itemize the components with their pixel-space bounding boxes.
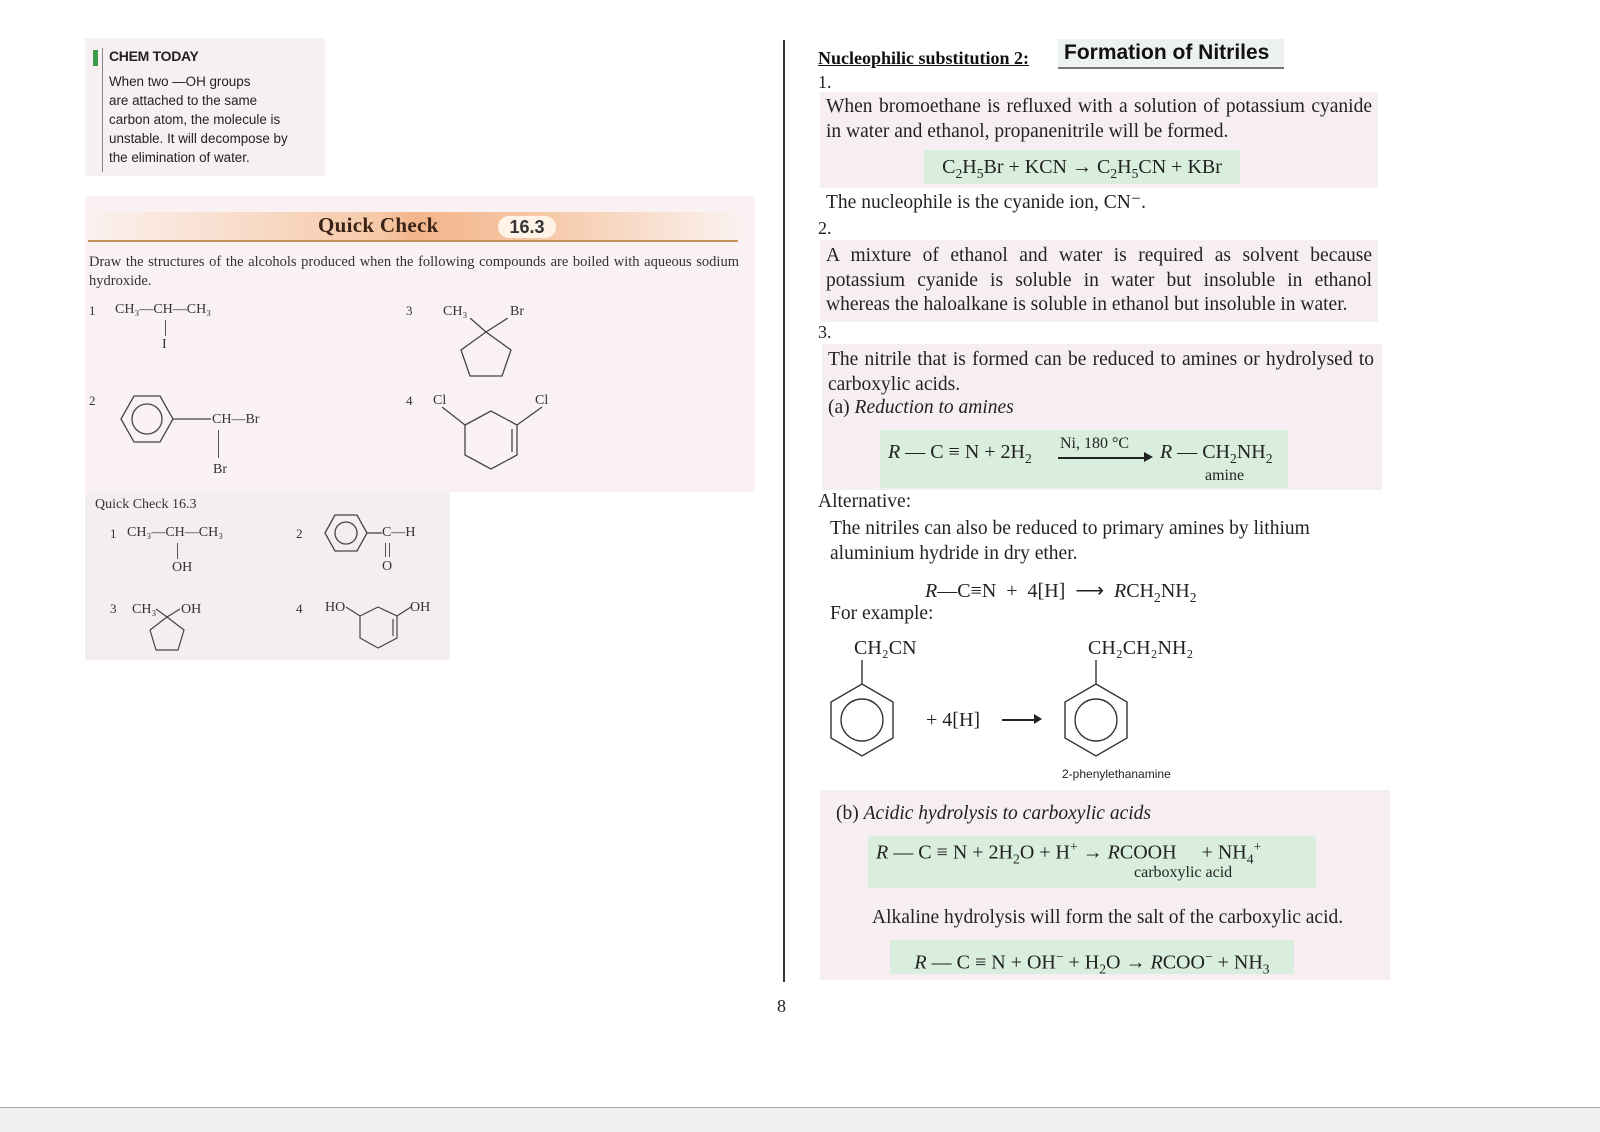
- quick-check-title: Quick Check: [318, 213, 439, 237]
- reduction-label: (a): [828, 397, 850, 418]
- answer-2-substituent: O: [382, 559, 393, 574]
- quick-check-number: 16.3: [498, 216, 556, 238]
- point-2-text: A mixture of ethanol and water is required as solvent because potassium cyanide is soluble in water but insoluble in ethanol whereas the haloalkane is soluble in ethanol but insoluble in water.: [826, 245, 1372, 315]
- alternative-text: The nitriles can also be reduced to primary amines by lithium aluminium hydride in dry ether.: [830, 518, 1310, 564]
- chem-today-rule: [102, 48, 103, 172]
- answer-2-group: C—H: [382, 525, 416, 540]
- arrow-head: [1144, 452, 1153, 462]
- hydrolysis-title: Acidic hydrolysis to carboxylic acids: [863, 803, 1151, 824]
- answer-4-left-group: HO: [325, 600, 346, 615]
- chem-today-line: the elimination of water.: [109, 150, 250, 165]
- answer-4-right-group: OH: [410, 600, 431, 615]
- bond-line: [389, 543, 390, 557]
- bond-line: [218, 430, 219, 458]
- answers-title: Quick Check 16.3: [95, 497, 197, 512]
- page-number: 8: [777, 996, 786, 1016]
- bond-line: [165, 320, 166, 336]
- question-4-left-group: Cl: [433, 393, 447, 408]
- reduction-equation-left: R — $C \equiv N + 2H_2$: [888, 441, 1032, 466]
- chem-today-box: [85, 38, 325, 176]
- chem-today-marker: [93, 50, 98, 66]
- question-2-chain: CH—Br: [212, 412, 260, 427]
- point-3-text: The nitrile that is formed can be reduced to amines or hydrolysed to carboxylic acids.: [828, 349, 1374, 395]
- bond-line: [177, 543, 178, 559]
- question-4-number: 4: [406, 393, 413, 408]
- reduction-equation-right: R — $CH_2NH_2$: [1160, 441, 1273, 466]
- point-1-text: When bromoethane is refluxed with a solution of potassium cyanide in water and ethanol, propanenitrile will be formed.: [826, 96, 1372, 142]
- chem-today-line: When two —OH groups: [109, 74, 251, 89]
- lithium-equation: R—C≡N + 4[H] ⟶ $RCH_2NH_2$: [925, 580, 1197, 605]
- hydrolysis-heading: [836, 802, 1151, 827]
- arrow-head: [1034, 714, 1042, 724]
- reaction-arrow: [1058, 457, 1148, 459]
- question-3-number: 3: [406, 303, 413, 318]
- answer-1-formula: CH₃—CH—CH₃: [127, 525, 224, 540]
- alkaline-hydrolysis-equation: R — $C \equiv N + OH^- + H_2O$ → RCOO− + $NH_3$: [890, 940, 1294, 974]
- reduction-heading: [828, 396, 1014, 421]
- reactant-formula: CH₂CN: [854, 637, 917, 659]
- answer-1-substituent: OH: [172, 560, 193, 575]
- chem-today-line: carbon atom, the molecule is: [109, 112, 281, 127]
- bottom-scan-edge: [0, 1107, 1600, 1132]
- question-1-formula: CH₃—CH—CH₃: [115, 302, 212, 317]
- question-2-number: 2: [89, 393, 96, 408]
- question-4-right-group: Cl: [535, 393, 549, 408]
- equation-bromoethane: $C_2H_5Br$ + KCN → $C_2H_5CN$ + KBr: [924, 150, 1240, 184]
- nucleophile-note: The nucleophile is the cyanide ion, CN⁻.: [826, 192, 1147, 213]
- question-1-substituent: I: [162, 337, 167, 352]
- answer-4-number: 4: [296, 601, 303, 616]
- quick-check-intro: Draw the structures of the alcohols produced when the following compounds are boiled with aqueous sodium hydroxide.: [89, 254, 739, 289]
- for-example-label: For example:: [830, 603, 934, 624]
- product-formula: CH₂CH₂NH₂: [1088, 637, 1194, 659]
- quick-check-underline: [88, 240, 738, 242]
- chem-today-title: CHEM TODAY: [109, 48, 199, 64]
- section-subheading: Formation of Nitriles: [1058, 39, 1284, 69]
- hydrolysis-label: (b): [836, 803, 859, 824]
- question-3-left-group: CH₃: [443, 304, 468, 319]
- alternative-label: Alternative:: [818, 491, 912, 512]
- point-1-number: 1.: [818, 72, 832, 92]
- reduction-condition: Ni, 180 °C: [1060, 435, 1130, 452]
- bond-line: [385, 543, 386, 557]
- cyclopentanol-structure: [146, 605, 190, 653]
- answer-3-left-group: CH₃: [132, 602, 157, 617]
- alkaline-hydrolysis-text: Alkaline hydrolysis will form the salt of the carboxylic acid.: [872, 907, 1344, 928]
- reaction-arrow: [1002, 719, 1036, 721]
- question-1-number: 1: [89, 303, 96, 318]
- reduction-title: Reduction to amines: [854, 397, 1014, 418]
- answer-2-number: 2: [296, 526, 303, 541]
- page-divider: [783, 40, 785, 982]
- point-3-number: 3.: [818, 322, 832, 342]
- answer-3-number: 3: [110, 601, 117, 616]
- benzaldehyde-ring-structure: [322, 512, 384, 558]
- cyclohexene-structure: [440, 405, 550, 475]
- product-name: 2-phenylethanamine: [1062, 767, 1171, 781]
- benzene-reactant-structure: [828, 660, 900, 760]
- question-3-right-group: Br: [510, 304, 524, 319]
- chem-today-text: [109, 72, 319, 167]
- chem-today-line: unstable. It will decompose by: [109, 131, 288, 146]
- chem-today-line: are attached to the same: [109, 93, 258, 108]
- reagent-label: + 4[H]: [926, 709, 981, 731]
- carboxylic-acid-label: carboxylic acid: [1134, 864, 1233, 881]
- section-heading: Nucleophilic substitution 2:: [818, 48, 1030, 68]
- benzene-ring-structure: [115, 388, 215, 450]
- answer-1-number: 1: [110, 526, 117, 541]
- point-2-number: 2.: [818, 218, 832, 238]
- acid-hydrolysis-equation: R — $C \equiv N + 2H_2O + H^+$ → RCOOH + $NH_4^+$: [876, 839, 1262, 867]
- answer-3-right-group: OH: [181, 602, 202, 617]
- amine-label: amine: [1205, 467, 1245, 484]
- benzene-product-structure: [1062, 660, 1134, 760]
- question-2-substituent: Br: [213, 462, 227, 477]
- cyclohexenediol-structure: [345, 602, 413, 652]
- cyclopentane-structure: [455, 318, 525, 380]
